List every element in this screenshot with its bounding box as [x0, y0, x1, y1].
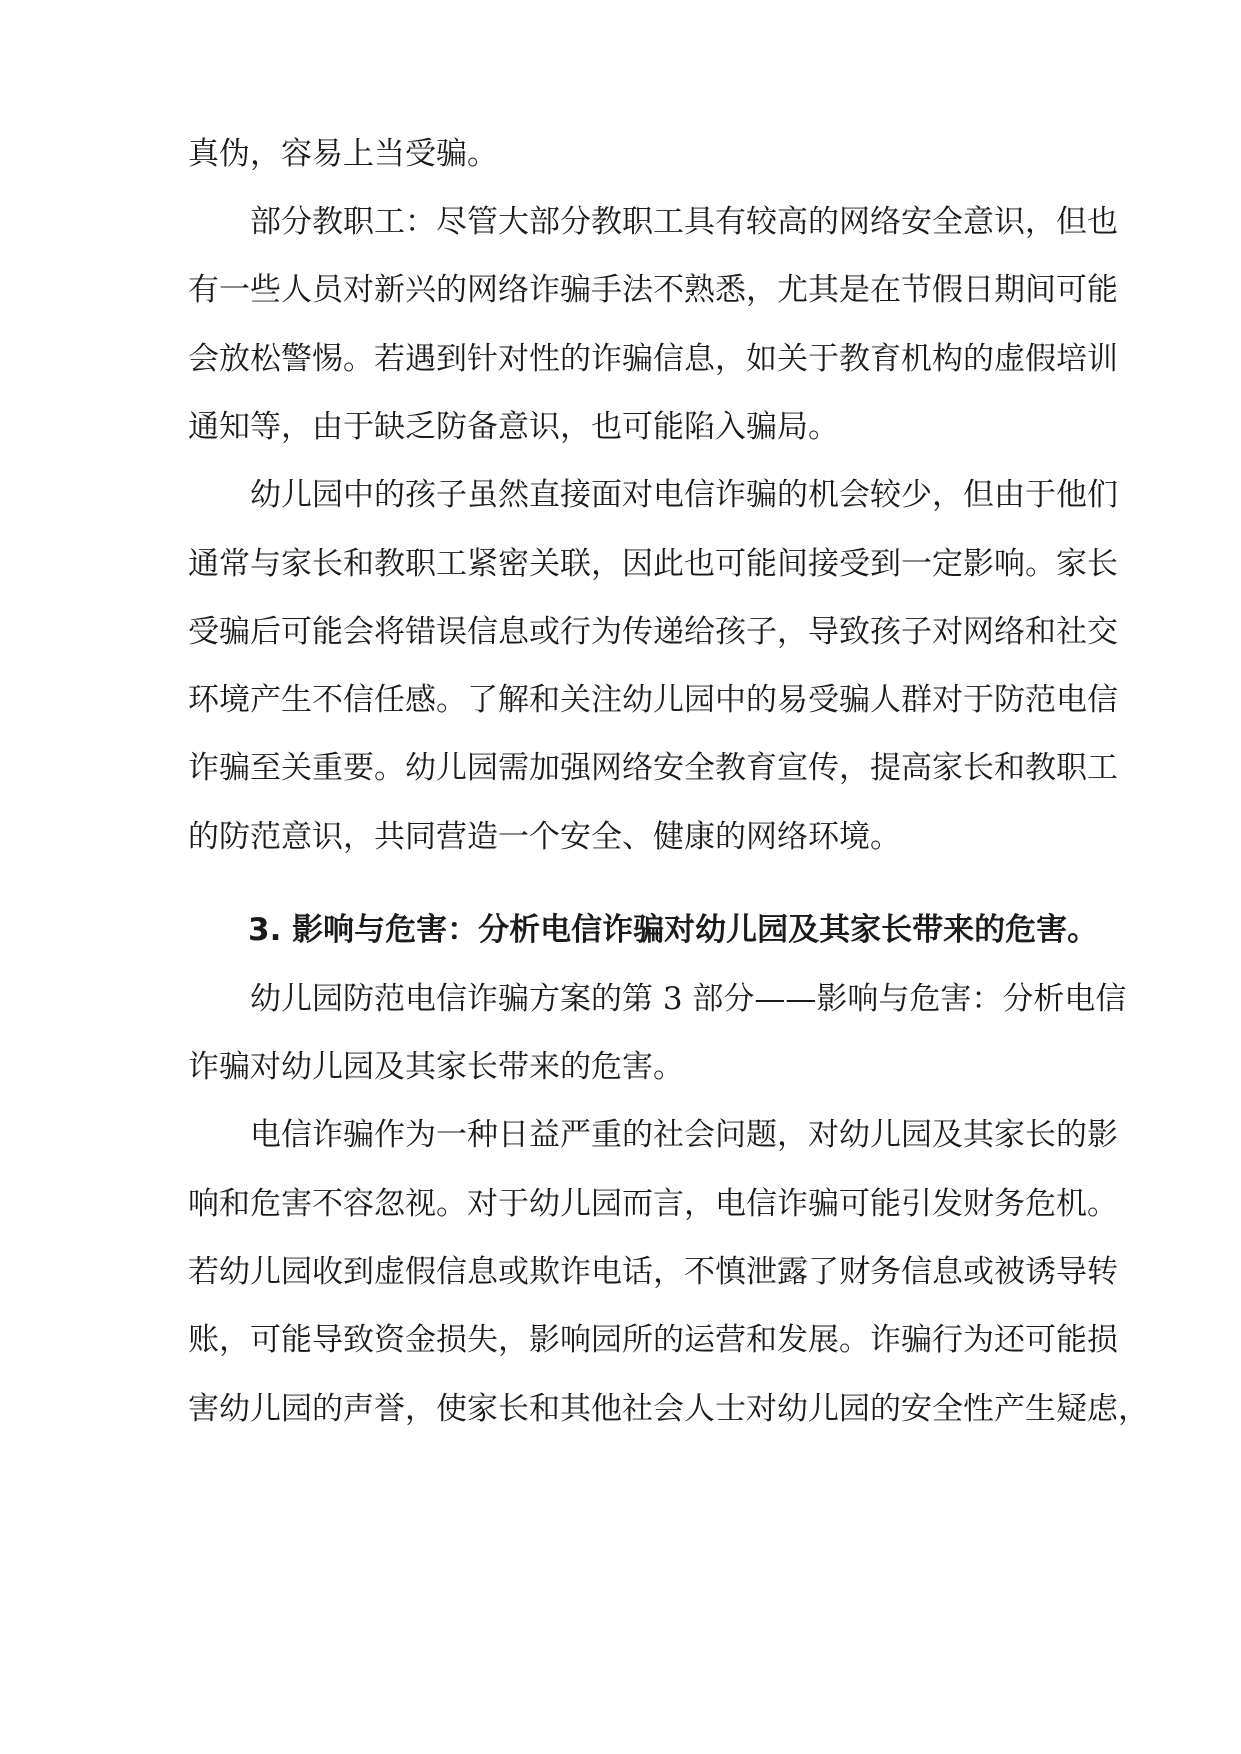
- paragraph-line: 有一些人员对新兴的网络诈骗手法不熟悉，尤其是在节假日期间可能: [188, 272, 1118, 308]
- paragraph-line: 响和危害不容忽视。对于幼儿园而言，电信诈骗可能引发财务危机。: [188, 1186, 1118, 1222]
- section-heading: 3. 影响与危害：分析电信诈骗对幼儿园及其家长带来的危害。: [248, 912, 1099, 948]
- paragraph-line: 幼儿园防范电信诈骗方案的第 3 部分——影响与危害：分析电信: [250, 981, 1127, 1017]
- paragraph-line: 诈骗对幼儿园及其家长带来的危害。: [188, 1049, 684, 1085]
- paragraph-line: 害幼儿园的声誉，使家长和其他社会人士对幼儿园的安全性产生疑虑，: [188, 1391, 1149, 1427]
- paragraph-line: 若幼儿园收到虚假信息或欺诈电话，不慎泄露了财务信息或被诱导转: [188, 1254, 1118, 1290]
- paragraph-line: 部分教职工：尽管大部分教职工具有较高的网络安全意识，但也: [250, 204, 1118, 240]
- paragraph-line: 会放松警惕。若遇到针对性的诈骗信息，如关于教育机构的虚假培训: [188, 341, 1118, 377]
- paragraph-line: 受骗后可能会将错误信息或行为传递给孩子，导致孩子对网络和社交: [188, 614, 1118, 650]
- paragraph-line: 通常与家长和教职工紧密关联，因此也可能间接受到一定影响。家长: [188, 546, 1118, 582]
- paragraph-line: 电信诈骗作为一种日益严重的社会问题，对幼儿园及其家长的影: [250, 1117, 1118, 1153]
- paragraph-line: 账，可能导致资金损失，影响园所的运营和发展。诈骗行为还可能损: [188, 1322, 1118, 1358]
- paragraph-line: 通知等，由于缺乏防备意识，也可能陷入骗局。: [188, 409, 839, 445]
- paragraph-line: 幼儿园中的孩子虽然直接面对电信诈骗的机会较少，但由于他们: [250, 477, 1118, 513]
- paragraph-line: 环境产生不信任感。了解和关注幼儿园中的易受骗人群对于防范电信: [188, 682, 1118, 718]
- paragraph-line: 诈骗至关重要。幼儿园需加强网络安全教育宣传，提高家长和教职工: [188, 750, 1118, 786]
- paragraph-line: 的防范意识，共同营造一个安全、健康的网络环境。: [188, 819, 901, 855]
- paragraph-line: 真伪，容易上当受骗。: [188, 136, 498, 172]
